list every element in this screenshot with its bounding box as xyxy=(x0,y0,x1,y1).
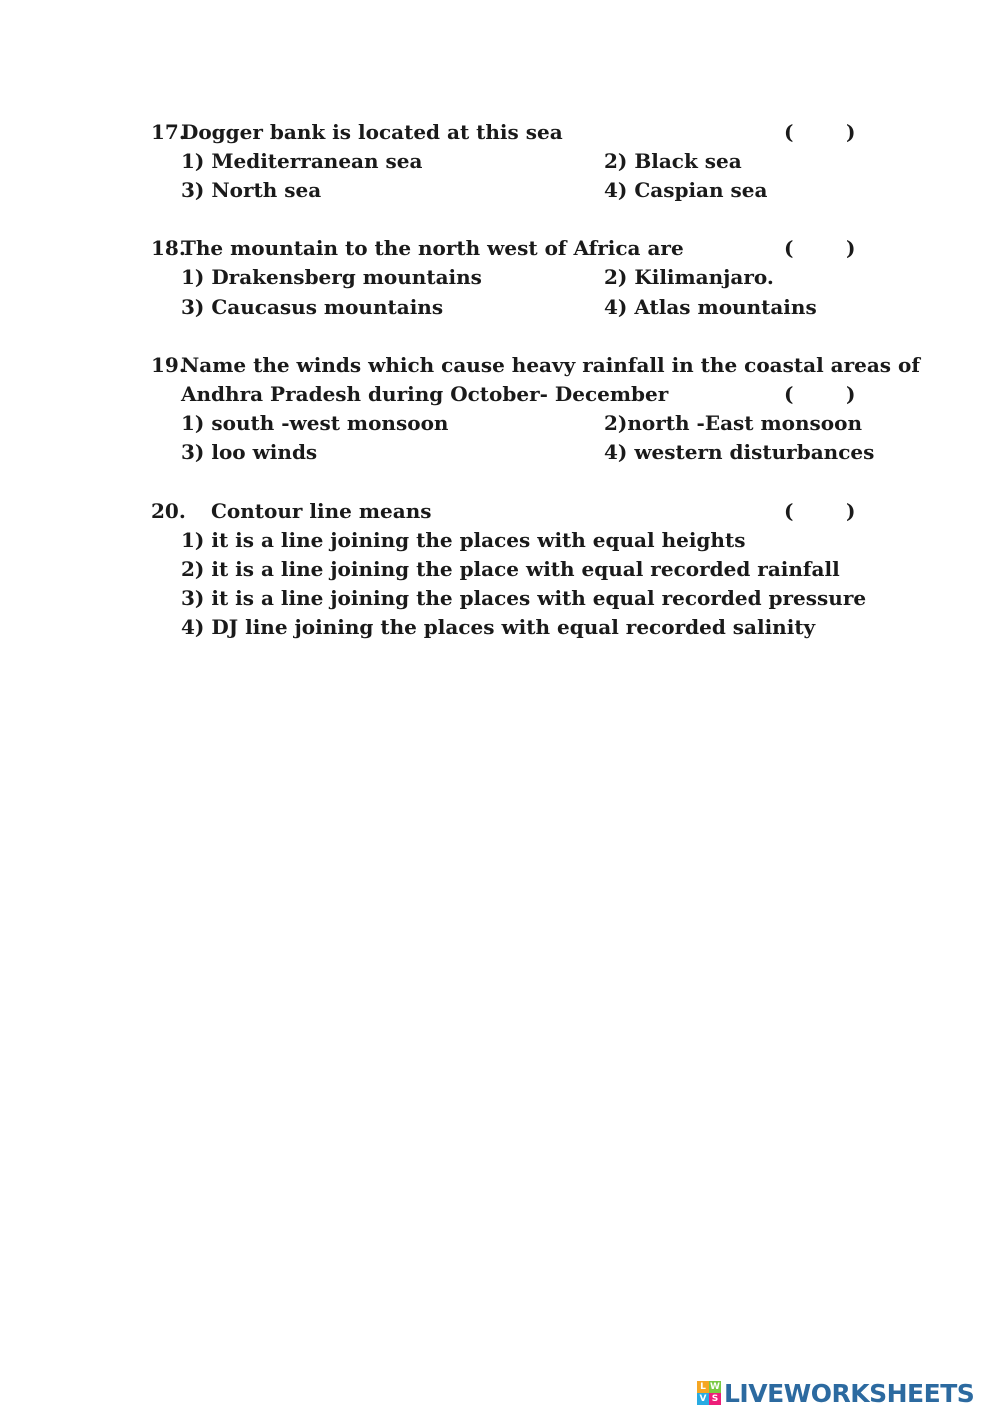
question-19-option-1: 1) south -west monsoon xyxy=(181,411,449,435)
question-18-answer-close-paren: ) xyxy=(846,236,856,260)
question-18-option-4: 4) Atlas mountains xyxy=(604,295,817,319)
logo-mark-letter: S xyxy=(709,1393,721,1405)
logo-mark-letter: L xyxy=(697,1381,709,1393)
question-20-answer-open-paren: ( xyxy=(784,499,794,523)
question-18-option-1: 1) Drakensberg mountains xyxy=(181,265,482,289)
question-17-option-2: 2) Black sea xyxy=(604,149,742,173)
logo-mark-letter: W xyxy=(710,1382,720,1392)
liveworksheets-logo xyxy=(697,1378,974,1408)
question-20-option-1: 1) it is a line joining the places with equal heights xyxy=(181,528,746,552)
question-19-option-4: 4) western disturbances xyxy=(604,440,875,464)
question-20-option-4: 4) DJ line joining the places with equal recorded salinity xyxy=(181,615,816,639)
question-20-option-2: 2) it is a line joining the place with equal recorded rainfall xyxy=(181,557,840,581)
question-17-answer-close-paren: ) xyxy=(846,120,856,144)
question-18-text: The mountain to the north west of Africa are xyxy=(181,236,684,260)
question-18-number: 18. xyxy=(151,236,186,260)
question-17-text: Dogger bank is located at this sea xyxy=(181,120,563,144)
question-19-text-line-2: Andhra Pradesh during October- December xyxy=(181,382,669,406)
question-17-option-4: 4) Caspian sea xyxy=(604,178,768,202)
logo-mark-letter: V xyxy=(697,1393,709,1405)
question-19-option-3: 3) loo winds xyxy=(181,440,318,464)
question-18-option-3: 3) Caucasus mountains xyxy=(181,295,444,319)
question-17-number: 17. xyxy=(151,120,186,144)
question-20-text: Contour line means xyxy=(211,499,432,523)
question-18-option-2: 2) Kilimanjaro. xyxy=(604,265,774,289)
question-19-number: 19. xyxy=(151,353,186,377)
question-19-text-line-1: Name the winds which cause heavy rainfall in the coastal areas of xyxy=(181,353,920,377)
question-20-option-3: 3) it is a line joining the places with equal recorded pressure xyxy=(181,586,867,610)
liveworksheets-logo-icon xyxy=(697,1381,721,1405)
question-20-number: 20. xyxy=(151,499,186,523)
question-17-option-1: 1) Mediterranean sea xyxy=(181,149,423,173)
liveworksheets-logo-text: LIVEWORKSHEETS xyxy=(724,1378,975,1408)
question-19-option-2: 2)north -East monsoon xyxy=(604,411,863,435)
question-19-answer-open-paren: ( xyxy=(784,382,794,406)
question-18-answer-open-paren: ( xyxy=(784,236,794,260)
question-17-option-3: 3) North sea xyxy=(181,178,322,202)
question-20-answer-close-paren: ) xyxy=(846,499,856,523)
question-17-answer-open-paren: ( xyxy=(784,120,794,144)
question-19-answer-close-paren: ) xyxy=(846,382,856,406)
